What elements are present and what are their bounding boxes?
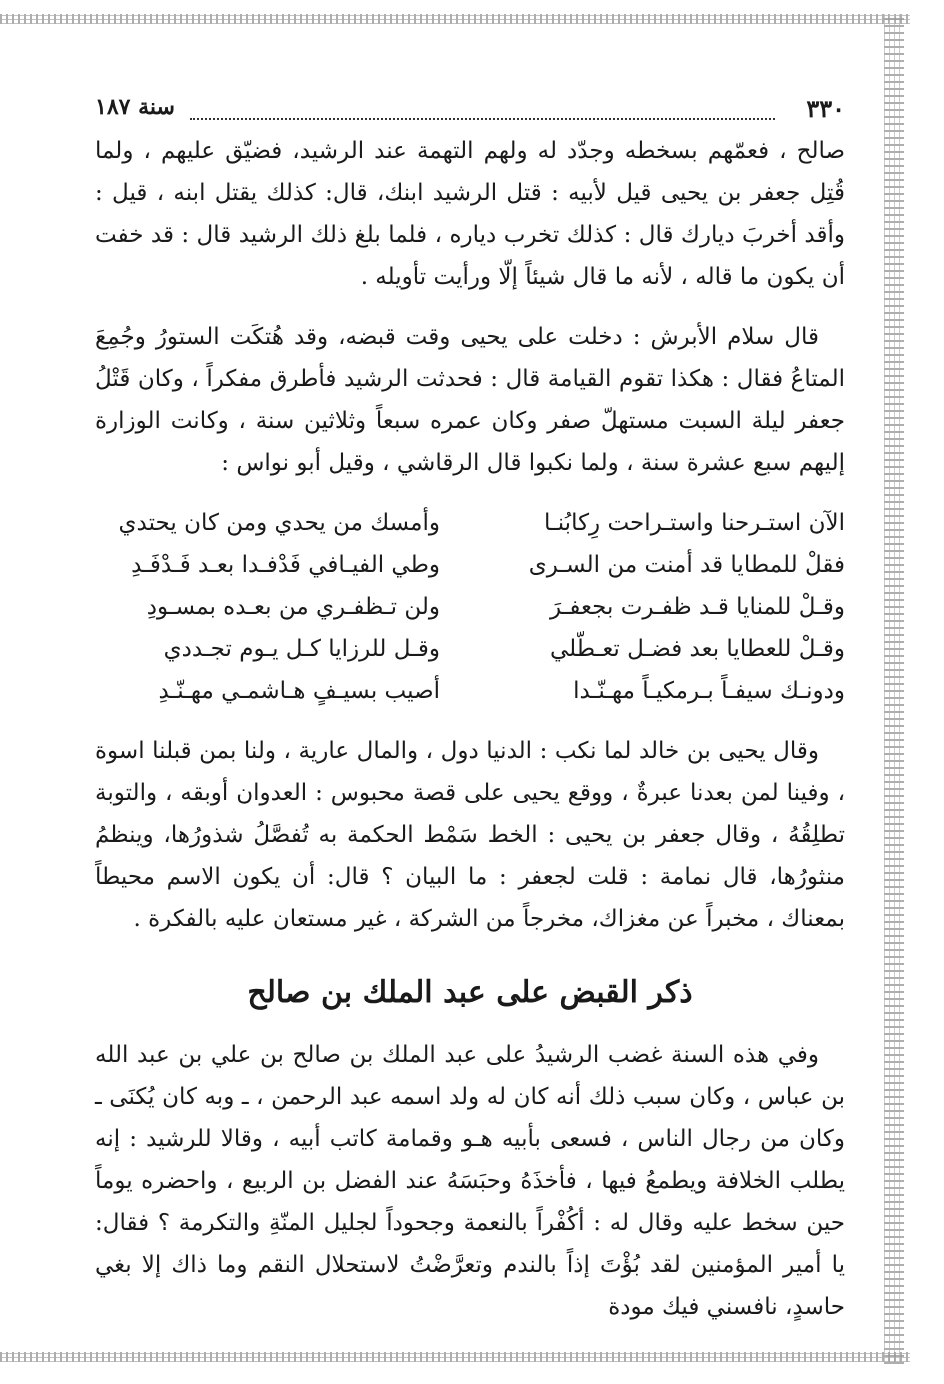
right-decorative-border bbox=[884, 14, 904, 1364]
poem-second-hemistich: وقـل للرزايا كـل يـوم تجـددي bbox=[163, 636, 440, 662]
poem-second-hemistich: أصيب بسيـفٍ هـاشمـي مهـنّـدِ bbox=[158, 678, 440, 704]
running-header bbox=[95, 90, 845, 130]
year-label: سنة ١٨٧ bbox=[95, 94, 175, 120]
poem-line bbox=[95, 586, 845, 628]
header-dotted-rule bbox=[190, 118, 775, 120]
poem-second-hemistich: ولن تـظفـري من بعـده بمسـودِ bbox=[146, 594, 440, 620]
top-decorative-border bbox=[0, 14, 910, 24]
book-page bbox=[95, 90, 845, 1330]
paragraph-2: قال سلام الأبرش : دخلت على يحيى وقت قبضه، وقد هُتكَت الستورُ وجُمِعَ المتاعُ فقال : هكذا تقوم القيامة قال : فحدثت الرشيد فأطرق مفكراً ، وكان قَتْلُ جعفر ليلة السبت مستهلّ صفر وكان عمره سبعاً وثلاثين سنة ، وكانت الوزارة إليهم سبع عشرة سنة ، ولما نكبوا قال الرقاشي ، وقيل أبو نواس : bbox=[95, 324, 845, 476]
poem-first-hemistich: الآن استـرحنا واستـراحت رِكابُنـا bbox=[543, 510, 845, 536]
poem-line bbox=[95, 628, 845, 670]
poem-line bbox=[95, 544, 845, 586]
poem-first-hemistich: فقلْ للمطايا قد أمنت من السـرى bbox=[528, 552, 845, 578]
paragraph-1: صالح ، فعمّهم بسخطه وجدّد له ولهم التهمة عند الرشيد، فضيّق عليهم ، ولما قُتِل جعفر بن يحيى قيل لأبيه : قتل الرشيد ابنك، قال: كذلك يقتل ابنه ، قيل : وأقد أخربَ ديارك قال : كذلك تخرب دياره ، فلما بلغ ذلك الرشيد قال : قد خفت أن يكون ما قاله ، لأنه ما قال شيئاً إلّا ورأيت تأويله . bbox=[95, 138, 845, 290]
poem-line bbox=[95, 670, 845, 712]
poem-second-hemistich: وأمسك من يحدي ومن كان يحتدي bbox=[118, 510, 440, 536]
poem-first-hemistich: وقـلْ للمنايا قـد ظفـرت بجعفـرَ bbox=[549, 594, 845, 620]
page-number: ٣٣٠ bbox=[806, 94, 845, 123]
bottom-decorative-border bbox=[0, 1352, 910, 1362]
section-heading: ذكر القبض على عبد الملك بن صالح bbox=[247, 975, 693, 1010]
poem-first-hemistich: وقـلْ للعطايا بعد فضـل تعـطّلي bbox=[549, 636, 845, 662]
poem-second-hemistich: وطي الفيـافي فَدْفـدا بعـد فَـدْفَـدِ bbox=[131, 552, 440, 578]
poem-line bbox=[95, 502, 845, 544]
paragraph-3: وقال يحيى بن خالد لما نكب : الدنيا دول ، والمال عارية ، ولنا بمن قبلنا اسوة ، وفينا لمن بعدنا عبرةٌ ، ووقع يحيى على قصة محبوس : العدوان أوبقه ، والتوبة تطلِقُهُ ، وقال جعفر بن يحيى : الخط سَمْط الحكمة به تُفصَّلُ شذورُها، وينظمُ منثورُها، قال نمامة : قلت لجعفر : ما البيان ؟ قال: أن يكون الاسم محيطاً بمعناك ، مخبراً عن مغزاك، مخرجاً من الشركة ، غير مستعان عليه بالفكرة . bbox=[95, 738, 845, 932]
poem-first-hemistich: ودونـك سيفـاً بـرمكيـاً مهـنّـدا bbox=[573, 678, 845, 704]
paragraph-4: وفي هذه السنة غضب الرشيدُ على عبد الملك بن صالح بن علي بن عبد الله بن عباس ، وكان سبب ذلك أنه كان له ولد اسمه عبد الرحمن ، ـ وبه كان يُكنَى ـ وكان من رجال الناس ، فسعى بأبيه هـو وقمامة كاتب أبيه ، وقالا للرشيد : إنه يطلب الخلافة ويطمعُ فيها ، فأخذَهُ وحبَسَهُ عند الفضل بن الربيع ، واحضره يوماً حين سخط عليه وقال له : أكُفْراً بالنعمة وجحوداً لجليل المنّةِ والتكرمة ؟ فقال: يا أمير المؤمنين لقد بُؤْتَ إذاً بالندم وتعرَّضْتُ لاستحلال النقم وما ذاك إلا بغي حاسدٍ، نافسني فيك مودة bbox=[95, 1042, 845, 1320]
poem bbox=[95, 502, 845, 712]
